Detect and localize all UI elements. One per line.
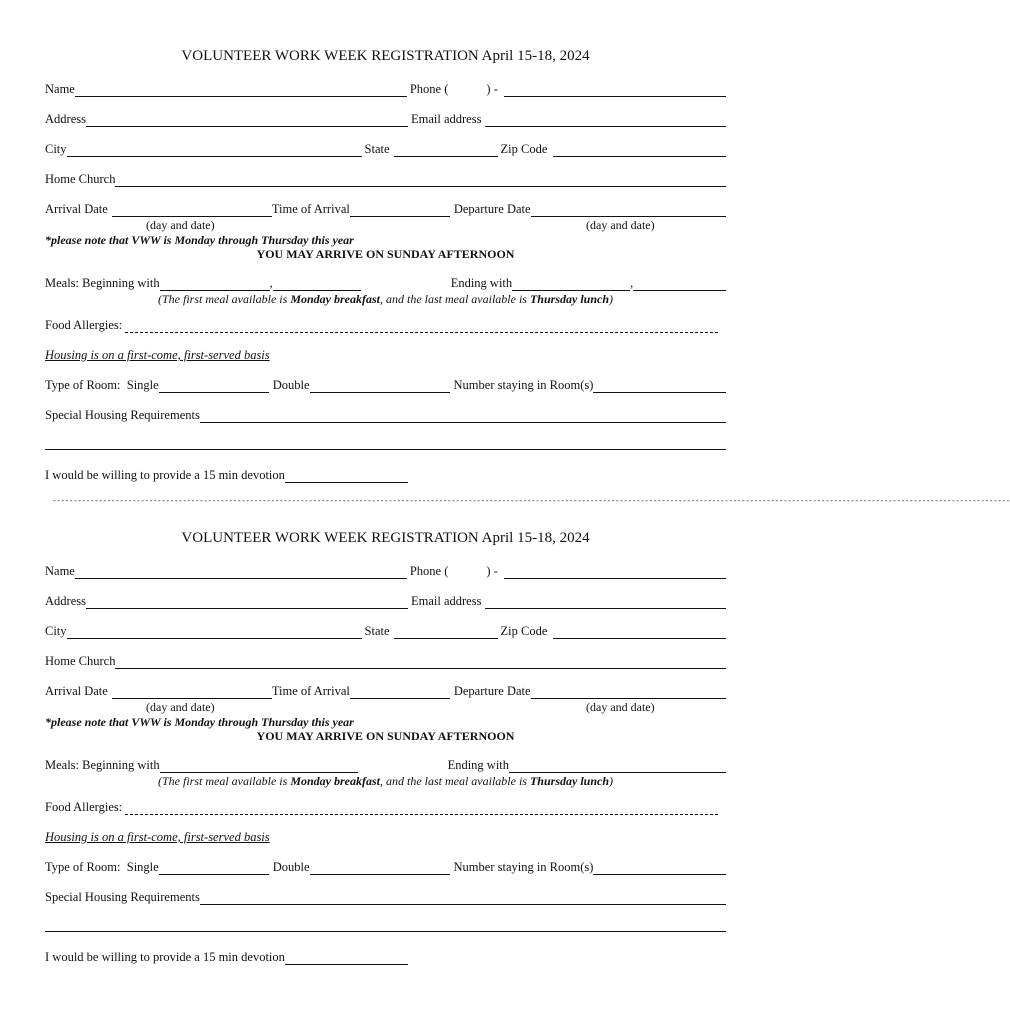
meals-end-meal-field[interactable] — [633, 278, 726, 291]
arrival-date-field[interactable] — [112, 204, 272, 217]
food-allergies-label: Food Allergies: — [45, 800, 126, 814]
cut-line-divider: ------------------------------------------------------------------------------------------------------------------------------------------------------------------------------------------------------------------------------------ — [52, 497, 1010, 506]
home-church-label: Home Church — [45, 654, 116, 668]
city-field[interactable] — [67, 144, 362, 157]
arrival-time-field[interactable] — [350, 204, 450, 217]
meals-hint-text: , and the last meal available is — [379, 774, 530, 788]
state-field[interactable] — [394, 144, 498, 157]
single-room-field[interactable] — [159, 380, 269, 393]
arrival-date-field[interactable] — [112, 686, 272, 699]
arrival-time-label: Time of Arrival — [271, 202, 350, 216]
city-state-zip-row — [45, 623, 726, 639]
departure-day-date-hint: (day and date) — [586, 700, 655, 714]
housing-note: Housing is on a first-come, first-served basis — [45, 830, 270, 844]
number-staying-label: Number staying in Room(s) — [453, 860, 594, 874]
meals-begin-comma: , — [269, 276, 273, 290]
email-label: Email address — [410, 112, 482, 126]
meals-availability-hint — [45, 774, 726, 788]
meals-end-meal-field[interactable] — [509, 760, 726, 773]
meals-availability-hint — [45, 292, 726, 306]
single-room-field[interactable] — [159, 862, 269, 875]
first-meal: Monday breakfast — [290, 774, 380, 788]
special-housing-field[interactable] — [200, 410, 726, 423]
arrival-departure-row — [45, 683, 726, 699]
meals-hint-text: ) — [609, 292, 613, 306]
meals-begin-day-field[interactable] — [160, 760, 358, 773]
home-church-label: Home Church — [45, 172, 116, 186]
arrival-label: Arrival Date — [45, 202, 108, 216]
arrival-time-field[interactable] — [350, 686, 450, 699]
state-label: State — [364, 624, 390, 638]
home-church-row — [45, 653, 726, 669]
meals-begin-day-field[interactable] — [160, 278, 270, 291]
devotion-row — [45, 467, 408, 483]
meals-row — [45, 757, 726, 773]
departure-label: Departure Date — [453, 202, 531, 216]
food-allergies-field[interactable] — [125, 320, 718, 333]
double-label: Double — [272, 378, 310, 392]
meals-row — [45, 275, 726, 291]
form-title: VOLUNTEER WORK WEEK REGISTRATION April 15-18, 2024 — [181, 48, 590, 64]
number-staying-label: Number staying in Room(s) — [453, 378, 594, 392]
special-housing-label: Special Housing Requirements — [45, 408, 200, 422]
city-label: City — [45, 624, 67, 638]
phone-separator: ) - — [486, 82, 498, 96]
home-church-row — [45, 171, 726, 187]
meals-hint-text: ) — [609, 774, 613, 788]
name-label: Name — [45, 82, 75, 96]
meals-begin-meal-field[interactable] — [273, 278, 361, 291]
meals-hint-text: (The first meal available is — [157, 774, 291, 788]
last-meal: Thursday lunch — [529, 774, 609, 788]
last-meal: Thursday lunch — [529, 292, 609, 306]
email-field[interactable] — [485, 114, 726, 127]
departure-date-field[interactable] — [531, 204, 726, 217]
city-state-zip-row — [45, 141, 726, 157]
devotion-field[interactable] — [285, 470, 408, 483]
number-staying-field[interactable] — [593, 380, 726, 393]
arrival-label: Arrival Date — [45, 684, 108, 698]
devotion-row — [45, 949, 408, 965]
meals-hint-text: , and the last meal available is — [379, 292, 530, 306]
phone-number-field[interactable] — [504, 566, 726, 579]
name-phone-row — [45, 563, 726, 579]
arrival-day-date-hint: (day and date) — [146, 218, 215, 232]
food-allergies-field[interactable] — [125, 802, 718, 815]
vww-schedule-note: *please note that VWW is Monday through Thursday this year — [45, 715, 354, 729]
vww-schedule-note: *please note that VWW is Monday through Thursday this year — [45, 233, 354, 247]
special-housing-row — [45, 407, 726, 423]
arrival-time-label: Time of Arrival — [271, 684, 350, 698]
zip-label: Zip Code — [500, 142, 548, 156]
departure-date-field[interactable] — [531, 686, 726, 699]
city-label: City — [45, 142, 67, 156]
phone-label: Phone ( — [409, 82, 449, 96]
special-housing-field[interactable] — [200, 892, 726, 905]
address-email-row — [45, 593, 726, 609]
name-field[interactable] — [75, 566, 407, 579]
city-field[interactable] — [67, 626, 362, 639]
address-field[interactable] — [86, 596, 408, 609]
double-room-field[interactable] — [310, 862, 450, 875]
double-label: Double — [272, 860, 310, 874]
home-church-field[interactable] — [115, 174, 726, 187]
devotion-field[interactable] — [285, 952, 408, 965]
double-room-field[interactable] — [310, 380, 450, 393]
special-housing-field-line2[interactable] — [45, 931, 726, 932]
phone-number-field[interactable] — [504, 84, 726, 97]
special-housing-field-line2[interactable] — [45, 449, 726, 450]
arrival-departure-row — [45, 201, 726, 217]
food-allergies-label: Food Allergies: — [45, 318, 126, 332]
state-field[interactable] — [394, 626, 498, 639]
housing-note: Housing is on a first-come, first-served basis — [45, 348, 270, 362]
arrival-notice: YOU MAY ARRIVE ON SUNDAY AFTERNOON — [256, 729, 515, 743]
phone-separator: ) - — [486, 564, 498, 578]
food-allergies-row — [45, 317, 718, 333]
email-field[interactable] — [485, 596, 726, 609]
arrival-notice: YOU MAY ARRIVE ON SUNDAY AFTERNOON — [256, 247, 515, 261]
room-type-row — [45, 859, 726, 875]
number-staying-field[interactable] — [593, 862, 726, 875]
meals-begin-label: Meals: Beginning with — [45, 276, 160, 290]
devotion-label: I would be willing to provide a 15 min devotion — [45, 950, 285, 964]
name-label: Name — [45, 564, 75, 578]
meals-begin-label: Meals: Beginning with — [45, 758, 160, 772]
form-title: VOLUNTEER WORK WEEK REGISTRATION April 15-18, 2024 — [181, 530, 590, 546]
room-type-single-label: Type of Room: Single — [45, 378, 159, 392]
meals-end-day-field[interactable] — [512, 278, 630, 291]
meals-end-comma: , — [630, 276, 634, 290]
first-meal: Monday breakfast — [290, 292, 380, 306]
meals-end-label: Ending with — [450, 276, 513, 290]
address-field[interactable] — [86, 114, 408, 127]
food-allergies-row — [45, 799, 718, 815]
state-label: State — [364, 142, 390, 156]
arrival-day-date-hint: (day and date) — [146, 700, 215, 714]
name-phone-row — [45, 81, 726, 97]
special-housing-row — [45, 889, 726, 905]
devotion-label: I would be willing to provide a 15 min devotion — [45, 468, 285, 482]
home-church-field[interactable] — [115, 656, 726, 669]
email-label: Email address — [410, 594, 482, 608]
zip-field[interactable] — [553, 626, 726, 639]
room-type-row — [45, 377, 726, 393]
address-label: Address — [45, 112, 86, 126]
room-type-single-label: Type of Room: Single — [45, 860, 159, 874]
zip-label: Zip Code — [500, 624, 548, 638]
meals-hint-text: (The first meal available is — [157, 292, 291, 306]
phone-label: Phone ( — [409, 564, 449, 578]
meals-end-label: Ending with — [447, 758, 510, 772]
address-email-row — [45, 111, 726, 127]
zip-field[interactable] — [553, 144, 726, 157]
address-label: Address — [45, 594, 86, 608]
departure-label: Departure Date — [453, 684, 531, 698]
departure-day-date-hint: (day and date) — [586, 218, 655, 232]
name-field[interactable] — [75, 84, 407, 97]
special-housing-label: Special Housing Requirements — [45, 890, 200, 904]
